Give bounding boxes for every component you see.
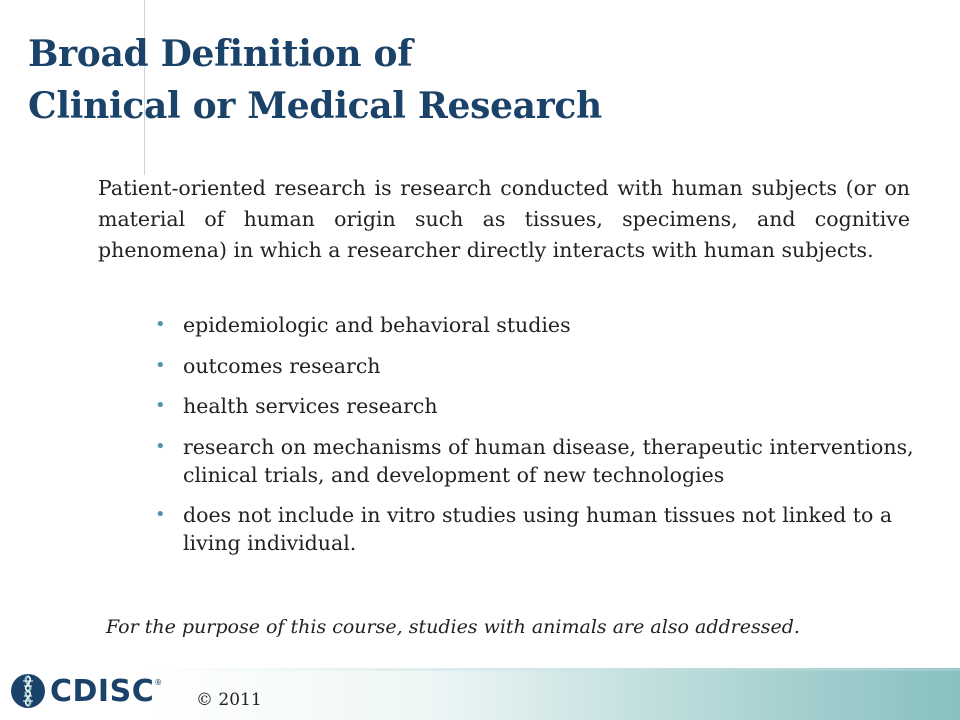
bullet-icon: • [155,435,166,457]
registered-mark: ® [154,678,163,687]
definition-paragraph: Patient-oriented research is research conducted with human subjects (or on material of human origin such as tissues, specimens, and cognitive phenomena) in which a researcher directly interacts with human subjects. [98,176,910,262]
bullet-item [155,352,945,381]
course-note: For the purpose of this course, studies with animals are also addressed. [106,616,800,638]
bullet-item [155,501,945,558]
footer-bar [145,668,960,720]
bullet-item [155,311,945,340]
logo-wordmark: CDISC [50,673,155,709]
bullet-item [155,433,945,490]
helix-logo-icon [10,673,46,709]
bullet-text: outcomes research [183,353,381,378]
cdisc-logo [10,669,162,713]
bullet-text: health services research [183,394,438,418]
slide-title-line-2: Clinical or Medical Research [28,85,602,127]
bullet-text: epidemiologic and behavioral studies [183,313,571,337]
footer-divider [145,668,960,671]
bullet-icon: • [155,503,166,525]
bullet-text: research on mechanisms of human disease, therapeutic interventions, clinical trials, and development of new technologies [183,434,914,487]
bullet-icon: • [155,354,166,376]
slide-title [28,28,602,132]
copyright-text: © 2011 [196,690,262,710]
bullet-icon: • [155,314,166,335]
bullet-item [155,392,945,421]
slide-title-line-1: Broad Definition of [28,33,413,75]
bullet-text: does not include in vitro studies using human tissues not linked to a living individual. [183,502,893,555]
bullet-list [155,311,945,570]
bullet-icon: • [155,395,166,416]
